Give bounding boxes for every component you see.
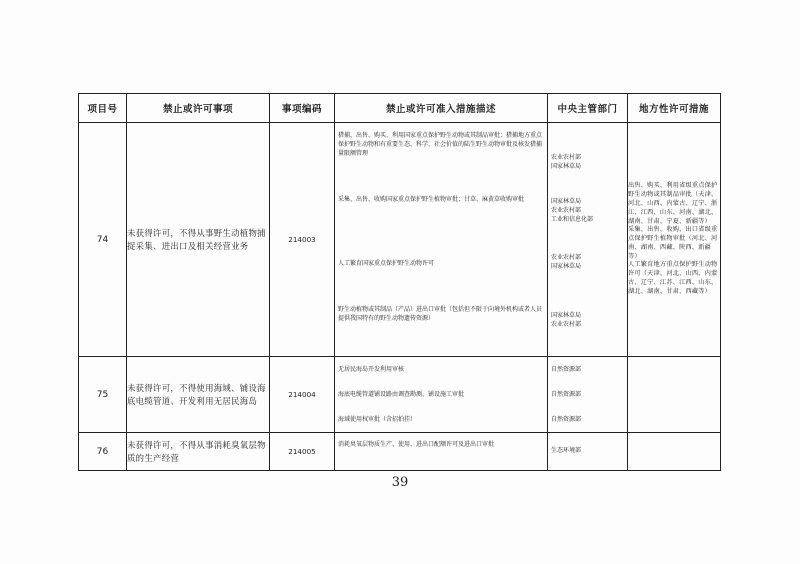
table-header-row	[79, 94, 721, 123]
header-measure-description: 禁止或许可准入措施描述	[335, 94, 548, 123]
header-local-measures: 地方性许可措施	[628, 94, 721, 123]
department-entry: 自然资源部	[551, 391, 582, 398]
row-local-measures	[628, 357, 721, 433]
row-item: 未获得许可，不得从事野生动植物捕捉采集、进出口及相关经营业务	[127, 123, 270, 357]
table-row	[79, 123, 721, 357]
department-entry: 自然资源部	[551, 366, 582, 373]
row-number: 75	[79, 357, 127, 433]
header-item-number: 项目号	[79, 94, 127, 123]
header-central-department: 中央主管部门	[548, 94, 628, 123]
row-item: 未获得许可，不得从事消耗臭氧层物质的生产经营	[127, 433, 270, 471]
row-code: 214003	[270, 123, 335, 357]
page-number: 39	[391, 475, 409, 490]
row-item: 未获得许可，不得使用海域、铺设海底电缆管道、开发利用无居民海岛	[127, 357, 270, 433]
department-entry: 农业农村部 国家林草局	[551, 254, 582, 270]
description-entry: 采集、出售、收购国家重点保护野生植物审批；甘草、麻黄草收购审批	[338, 196, 525, 203]
header-item-code: 事项编码	[270, 94, 335, 123]
header-item-name: 禁止或许可事项	[127, 94, 270, 123]
row-department	[548, 357, 628, 433]
department-entry: 农业农村部 国家林草局	[551, 154, 582, 170]
row-department	[548, 123, 628, 357]
row-department	[548, 433, 628, 471]
row-description	[335, 357, 548, 433]
row-number: 74	[79, 123, 127, 357]
department-entry: 国家林草局 农业农村部 工业和信息化部	[551, 198, 594, 223]
row-code: 214005	[270, 433, 335, 471]
row-description	[335, 433, 548, 471]
description-entry: 海域使用权审批（含招拍挂）	[338, 416, 417, 423]
description-entry: 人工繁育国家重点保护野生动物许可	[338, 260, 435, 267]
description-entry: 海底电缆管道铺设路由调查勘测、铺设施工审批	[338, 391, 465, 398]
description-entry: 野生动植物或其制品（产品）进出口审批（包括但不限于向境外机构或者人员提供我国特有的野生动物遗传资源）	[338, 306, 543, 322]
description-entry: 无居民海岛开发利用审核	[338, 366, 405, 373]
department-entry: 生态环境部	[551, 447, 582, 454]
row-local-measures: 出售、购买、利用省级重点保护野生动物或其制品审批（天津、河北、山西、内蒙古、辽宁、浙江、江西、山东、河南、湖北、湖南、甘肃、宁夏、新疆等） 采集、出售、收购、出口省级重点保护野生植物审批（河北、河南、湖南、西藏、陕西、新疆等） 人工繁育地方重点保护野生动物许可（天津、河北、山西、内蒙古、辽宁、江苏、江西、山东、湖北、湖南、甘肃、西藏等）	[628, 123, 721, 357]
permit-table	[78, 93, 721, 471]
row-description	[335, 123, 548, 357]
row-local-measures	[628, 433, 721, 471]
row-code: 214004	[270, 357, 335, 433]
table-row	[79, 357, 721, 433]
table-row	[79, 433, 721, 471]
department-entry: 自然资源部	[551, 416, 582, 423]
row-number: 76	[79, 433, 127, 471]
description-entry: 消耗臭氧层物质生产、使用、进出口配额许可及进出口审批	[338, 441, 495, 448]
description-entry: 猎捕、出售、购买、利用国家重点保护野生动物或其制品审批；猎捕地方重点保护野生动物和有重要生态、科学、社会价值的陆生野生动物审批及核发猎捕量限额管理	[338, 132, 543, 157]
department-entry: 国家林草局 农业农村部	[551, 312, 582, 328]
